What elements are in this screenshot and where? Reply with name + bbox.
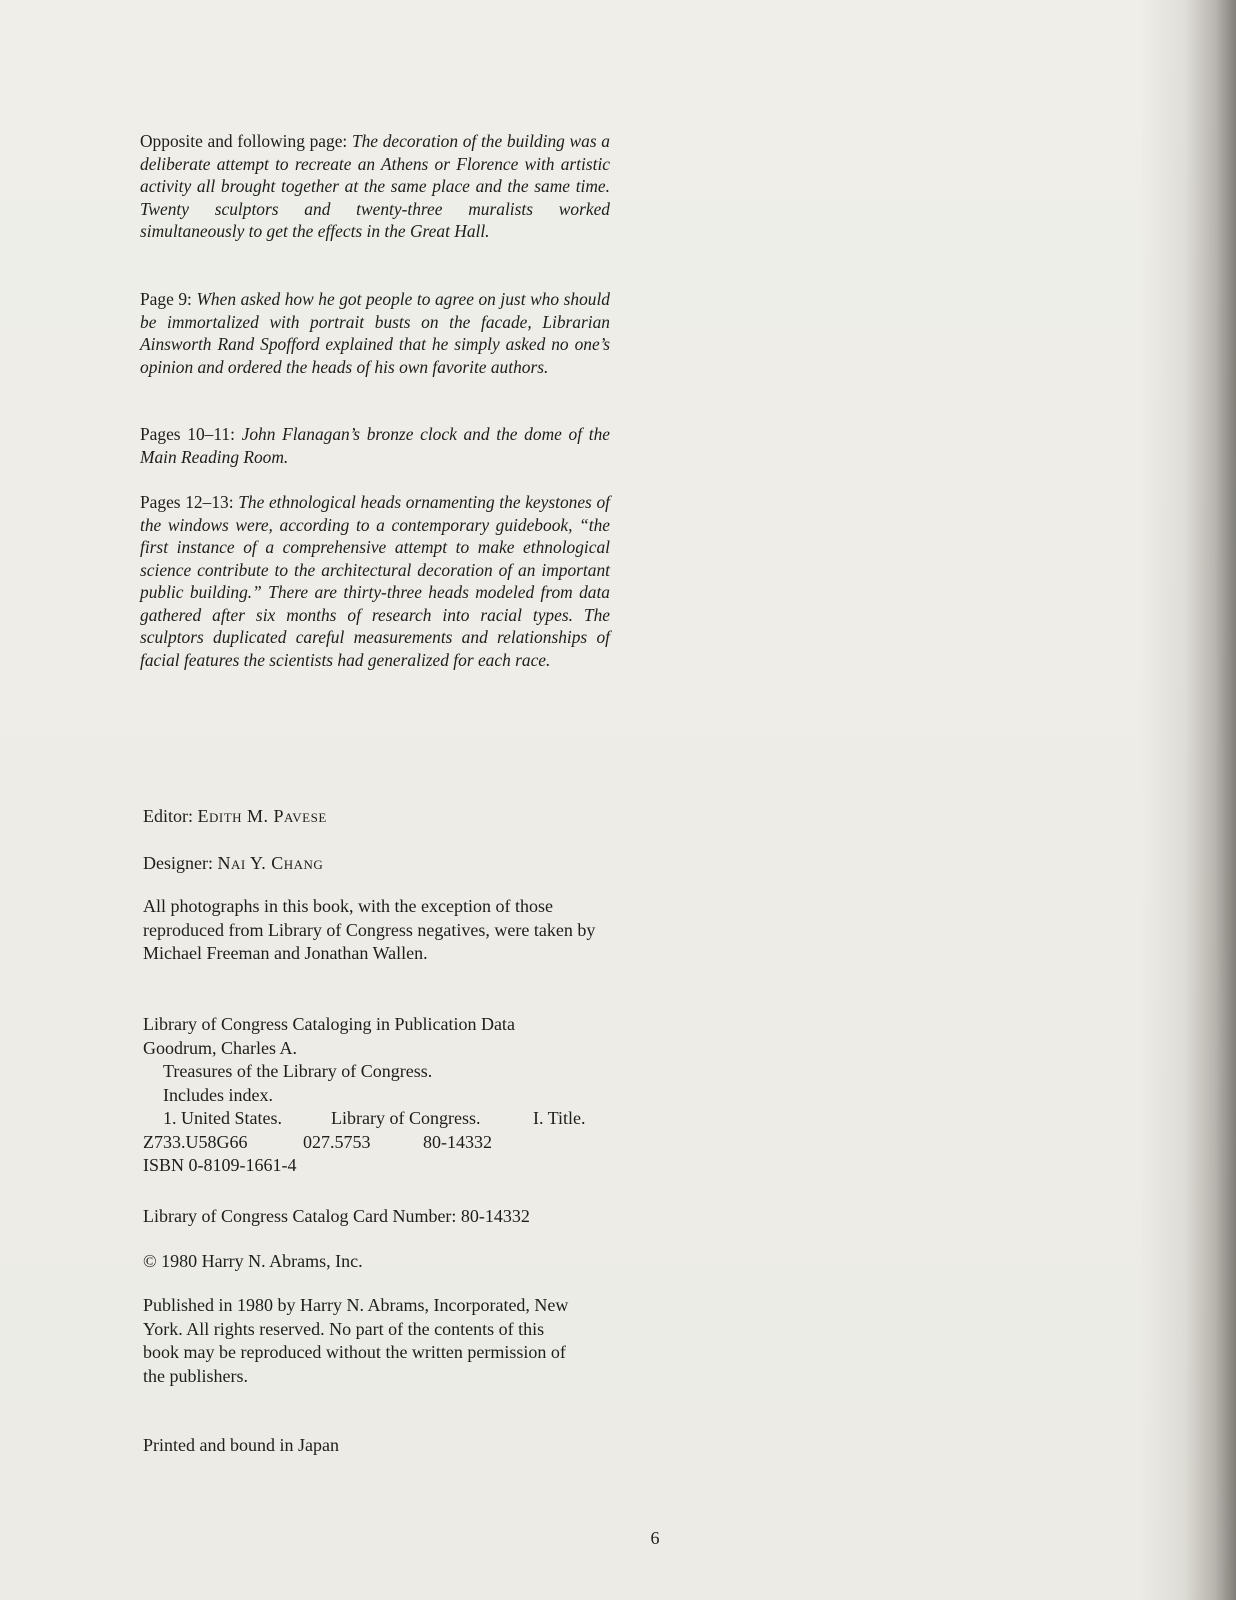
caption-page-9 [140,288,610,378]
printed-in: Printed and bound in Japan [143,1435,339,1455]
cip-subject-2: Library of Congress. [331,1108,481,1128]
caption-text: The ethnological heads ornamenting the keystones of the windows were, according to a contemporary guidebook, “the first instance of a comprehensive attempt to make ethnological science contribute to the architectural decoration of an important public building.” There are thirty-three heads modeled from data gathered after six months of research into racial types. The sculptors duplicated careful measurements and relationships of facial features the scientists had generalized for each race. [140,492,611,670]
photo-credit: All photographs in this book, with the exception of those reproduced from Library of Congress negatives, were taken by Michael Freeman and Jonathan Wallen. [143,896,596,963]
caption-lead: Pages 10–11: [140,424,242,444]
cip-call-number: Z733.U58G66 [143,1131,248,1152]
cip-title: Treasures of the Library of Congress. [163,1061,433,1081]
cip-subject-1: 1. United States. [163,1108,282,1128]
editor-label: Editor: [143,806,198,826]
cip-subjects [143,1107,643,1131]
caption-pages-12-13 [140,491,610,671]
designer-label: Designer: [143,853,218,873]
page-number: 6 [650,1528,660,1548]
cip-heading: Library of Congress Cataloging in Publication Data [143,1014,515,1034]
cip-note: Includes index. [163,1084,273,1105]
editor-name: Edith M. Pavese [197,806,327,826]
cip-subject-3: I. Title. [533,1108,586,1128]
caption-opposite-page [140,130,610,243]
caption-text: John Flanagan’s bronze clock and the dome of the Main Reading Room. [140,424,610,467]
caption-lead: Pages 12–13: [140,492,239,512]
cip-classification [143,1131,643,1155]
caption-lead: Opposite and following page: [140,131,352,151]
designer-credit [143,852,643,876]
copyright-line: © 1980 Harry N. Abrams, Inc. [143,1251,363,1271]
cip-dewey: 027.5753 [303,1131,371,1152]
caption-text: When asked how he got people to agree on just who should be immortalized with portrait busts on the facade, Librarian Ainsworth Rand Spofford explained that he simply asked no one’s opinion and ordered the heads of his own favorite authors. [140,289,610,377]
designer-name: Nai Y. Chang [217,853,324,873]
cip-lccn: 80-14332 [423,1131,492,1152]
catalog-card-number: Library of Congress Catalog Card Number: 80-14332 [143,1206,530,1226]
cip-author: Goodrum, Charles A. [143,1037,297,1058]
cip-isbn: ISBN 0-8109-1661-4 [143,1155,297,1175]
caption-lead: Page 9: [140,289,197,309]
publication-notice: Published in 1980 by Harry N. Abrams, Incorporated, New York. All rights reserved. No part of the contents of this book may be reproduced without the written permission of the publishers. [143,1295,569,1386]
cataloging-data [143,1013,643,1178]
caption-text: The decoration of the building was a deliberate attempt to recreate an Athens or Florence with artistic activity all brought together at the same place and the same time. Twenty sculptors and twenty-three muralists worked simultaneously to get the effects in the Great Hall. [140,131,610,241]
editor-credit [143,805,643,829]
caption-pages-10-11 [140,423,610,468]
